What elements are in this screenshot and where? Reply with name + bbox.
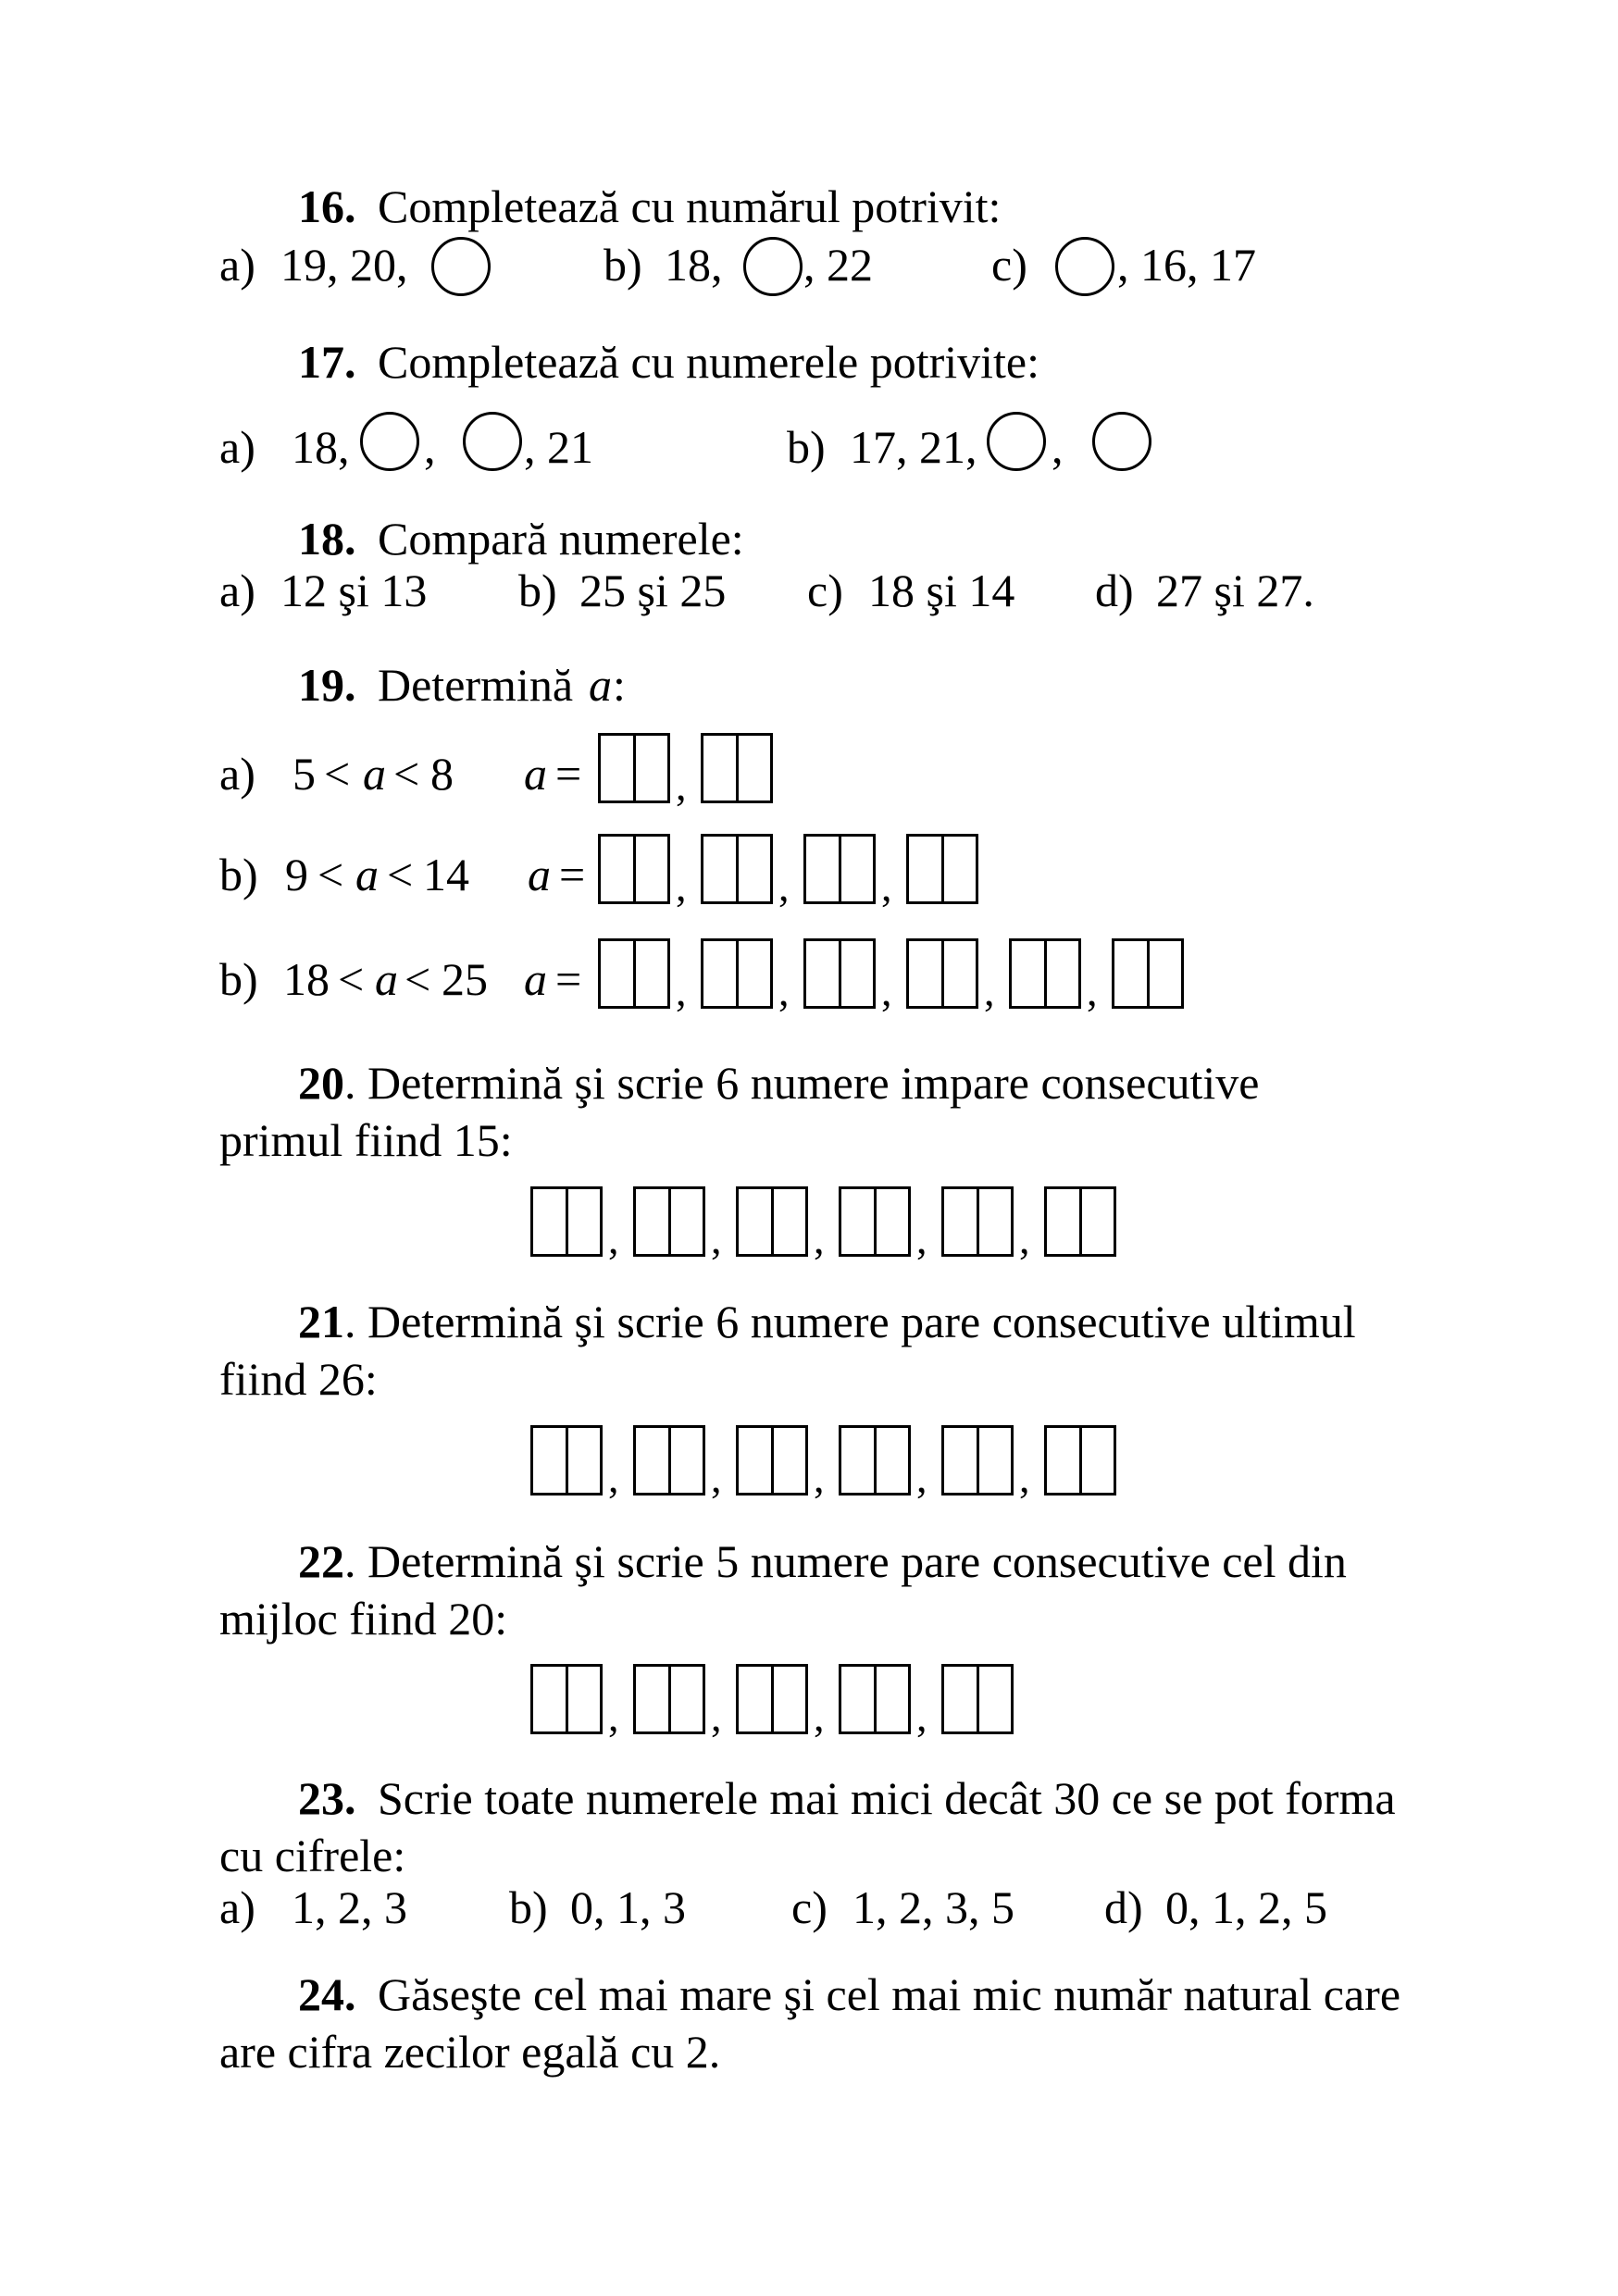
- comma: ,: [916, 1215, 927, 1262]
- equals: =: [559, 849, 586, 900]
- problem-text: Completează cu numărul potrivit:: [378, 180, 1002, 232]
- equals: =: [555, 748, 582, 800]
- problem-number: 19.: [298, 659, 356, 711]
- item-text: 1, 2, 3, 5: [853, 1881, 1014, 1933]
- problem-text: are cifra zecilor egală cu 2.: [219, 2026, 721, 2078]
- variable: a: [524, 953, 547, 1005]
- item-text: 12 şi 13: [280, 565, 428, 616]
- problem-text: fiind 26:: [219, 1353, 378, 1405]
- answer-circle[interactable]: [1055, 237, 1114, 296]
- problem-text: . Determină şi scrie 6 numere impare consecutive: [344, 1057, 1260, 1109]
- comma: ,: [676, 967, 687, 1014]
- comma: ,: [881, 967, 892, 1014]
- upper-bound: 25: [442, 953, 488, 1005]
- answer-box[interactable]: [941, 1425, 1014, 1496]
- comma: ,: [916, 1693, 927, 1740]
- problem-text: mijloc fiind 20:: [219, 1593, 508, 1644]
- less-than: <: [317, 849, 344, 900]
- answer-box[interactable]: [839, 1664, 911, 1734]
- item-text: 17, 21,: [850, 421, 977, 473]
- item-label: b): [509, 1881, 548, 1933]
- variable: a: [528, 849, 551, 900]
- answer-box[interactable]: [530, 1186, 603, 1257]
- item-label: c): [791, 1881, 828, 1933]
- problem-number: 20: [298, 1057, 344, 1109]
- answer-circle[interactable]: [360, 412, 419, 471]
- answer-circle[interactable]: [1092, 412, 1151, 471]
- variable: a: [355, 849, 379, 900]
- item-label: a): [219, 421, 255, 473]
- answer-box[interactable]: [906, 938, 978, 1009]
- variable: a: [363, 748, 386, 800]
- item-text: 18,: [292, 421, 350, 473]
- item-label: d): [1104, 1881, 1143, 1933]
- answer-circle[interactable]: [463, 412, 522, 471]
- answer-box[interactable]: [633, 1664, 705, 1734]
- comma: ,: [676, 762, 687, 809]
- upper-bound: 8: [430, 748, 454, 800]
- item-label: b): [518, 565, 557, 616]
- comma: ,: [711, 1454, 722, 1501]
- comma: ,: [1087, 967, 1098, 1014]
- comma: ,: [608, 1693, 619, 1740]
- item-text: 0, 1, 3: [570, 1881, 686, 1933]
- answer-box[interactable]: [736, 1186, 808, 1257]
- colon: :: [613, 659, 626, 711]
- item-label: d): [1095, 565, 1134, 616]
- problem-number: 17.: [298, 336, 356, 388]
- less-than: <: [387, 849, 414, 900]
- comma: ,: [881, 863, 892, 910]
- answer-box[interactable]: [803, 834, 876, 904]
- answer-box[interactable]: [701, 733, 773, 803]
- problem-number: 16.: [298, 180, 356, 232]
- answer-box[interactable]: [530, 1425, 603, 1496]
- answer-box[interactable]: [633, 1186, 705, 1257]
- answer-box[interactable]: [803, 938, 876, 1009]
- item-label: c): [991, 239, 1027, 291]
- comma: ,: [814, 1215, 825, 1262]
- problem-text: Găseşte cel mai mare şi cel mai mic număr natural care: [378, 1968, 1401, 2020]
- comma: ,: [778, 863, 790, 910]
- variable: a: [524, 748, 547, 800]
- item-label: b): [219, 849, 258, 900]
- item-text: 27 şi 27.: [1156, 565, 1314, 616]
- answer-box[interactable]: [1009, 938, 1081, 1009]
- comma: ,: [984, 967, 995, 1014]
- less-than: <: [393, 748, 420, 800]
- comma: ,: [608, 1454, 619, 1501]
- comma: ,: [916, 1454, 927, 1501]
- answer-box[interactable]: [941, 1664, 1014, 1734]
- item-label: a): [219, 565, 255, 616]
- comma: ,: [1052, 421, 1064, 473]
- variable: a: [375, 953, 398, 1005]
- comma: ,: [676, 863, 687, 910]
- problem-text: Determină: [378, 659, 574, 711]
- item-label: b): [604, 239, 642, 291]
- answer-box[interactable]: [598, 834, 670, 904]
- equals: =: [555, 953, 582, 1005]
- answer-box[interactable]: [701, 938, 773, 1009]
- problem-text: Completează cu numerele potrivite:: [378, 336, 1039, 388]
- problem-text: . Determină şi scrie 6 numere pare consecutive ultimul: [344, 1296, 1356, 1347]
- comma: ,: [424, 421, 436, 473]
- problem-text: . Determină şi scrie 5 numere pare consecutive cel din: [344, 1535, 1347, 1587]
- comma: ,: [814, 1693, 825, 1740]
- answer-box[interactable]: [736, 1664, 808, 1734]
- lower-bound: 9: [285, 849, 308, 900]
- item-label: b): [787, 421, 826, 473]
- answer-box[interactable]: [1044, 1186, 1116, 1257]
- answer-circle[interactable]: [743, 237, 803, 296]
- comma: ,: [711, 1215, 722, 1262]
- comma: ,: [814, 1454, 825, 1501]
- item-text: 0, 1, 2, 5: [1165, 1881, 1327, 1933]
- problem-number: 18.: [298, 513, 356, 565]
- problem-text: primul fiind 15:: [219, 1114, 513, 1166]
- item-label: a): [219, 1881, 255, 1933]
- answer-box[interactable]: [598, 733, 670, 803]
- upper-bound: 14: [423, 849, 469, 900]
- item-text: , 22: [803, 239, 873, 291]
- answer-circle[interactable]: [987, 412, 1046, 471]
- item-text: 18,: [665, 239, 723, 291]
- less-than: <: [404, 953, 431, 1005]
- item-label: b): [219, 953, 258, 1005]
- answer-box[interactable]: [736, 1425, 808, 1496]
- comma: ,: [608, 1215, 619, 1262]
- problem-text: Scrie toate numerele mai mici decât 30 ce se pot forma: [378, 1772, 1396, 1824]
- item-label: a): [219, 239, 255, 291]
- answer-box[interactable]: [1044, 1425, 1116, 1496]
- item-text: 18 şi 14: [868, 565, 1015, 616]
- problem-number: 22: [298, 1535, 344, 1587]
- problem-text: cu cifrele:: [219, 1830, 406, 1881]
- item-label: a): [219, 748, 255, 800]
- answer-box[interactable]: [598, 938, 670, 1009]
- less-than: <: [324, 748, 351, 800]
- comma: ,: [778, 967, 790, 1014]
- answer-box[interactable]: [633, 1425, 705, 1496]
- comma: ,: [711, 1693, 722, 1740]
- less-than: <: [338, 953, 365, 1005]
- problem-number: 24.: [298, 1968, 356, 2020]
- comma: ,: [1019, 1215, 1030, 1262]
- lower-bound: 18: [283, 953, 330, 1005]
- problem-number: 21: [298, 1296, 344, 1347]
- item-text: 25 şi 25: [579, 565, 727, 616]
- answer-box[interactable]: [701, 834, 773, 904]
- problem-text: Compară numerele:: [378, 513, 744, 565]
- answer-box[interactable]: [941, 1186, 1014, 1257]
- answer-circle[interactable]: [431, 237, 491, 296]
- answer-box[interactable]: [1112, 938, 1184, 1009]
- problem-number: 23.: [298, 1772, 356, 1824]
- answer-box[interactable]: [530, 1664, 603, 1734]
- item-text: , 21: [524, 421, 593, 473]
- item-text: , 16, 17: [1117, 239, 1256, 291]
- answer-box[interactable]: [839, 1425, 911, 1496]
- item-text: 1, 2, 3: [292, 1881, 407, 1933]
- comma: ,: [1019, 1454, 1030, 1501]
- answer-box[interactable]: [839, 1186, 911, 1257]
- variable: a: [589, 659, 612, 711]
- item-text: 19, 20,: [280, 239, 408, 291]
- answer-box[interactable]: [906, 834, 978, 904]
- item-label: c): [807, 565, 843, 616]
- lower-bound: 5: [292, 748, 316, 800]
